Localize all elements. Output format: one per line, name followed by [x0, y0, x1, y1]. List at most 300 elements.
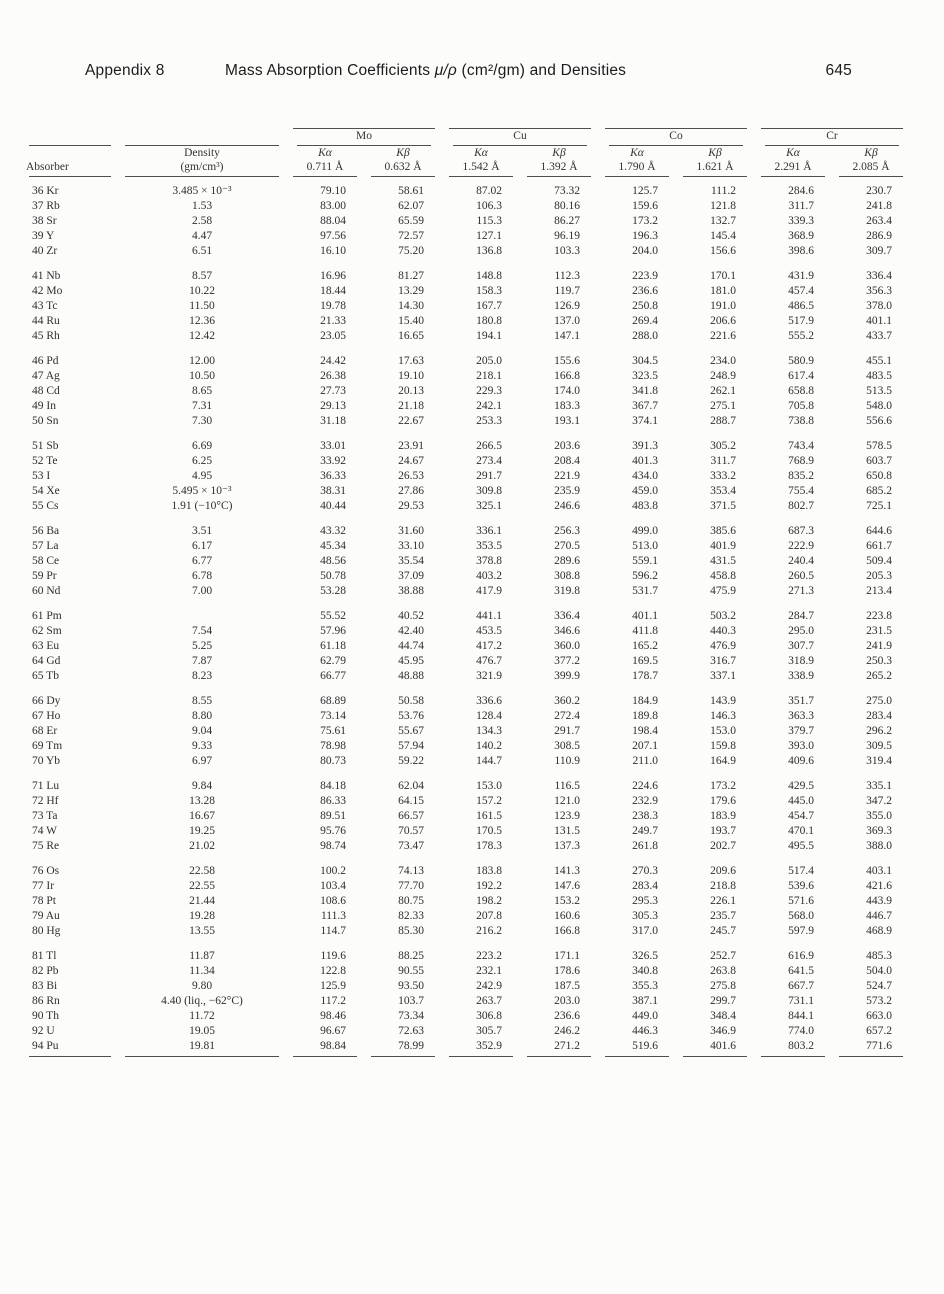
cell-density	[118, 609, 286, 624]
cell-value: 198.4	[632, 725, 658, 737]
cell-density: 9.04	[191, 725, 213, 737]
cell-value: 771.6	[866, 1040, 892, 1052]
cell-value: 284.6	[788, 185, 814, 197]
cell-density: 19.28	[189, 910, 215, 922]
cell-value: 725.1	[866, 500, 892, 512]
column-header-mo-kb: Kβ 0.632 Å	[384, 147, 422, 173]
cell-value: 403.1	[866, 865, 892, 877]
cell-value: 355.0	[866, 810, 892, 822]
group-spacer	[22, 854, 910, 864]
cell-value: 156.6	[710, 245, 736, 257]
table-row	[22, 329, 910, 344]
cell-value: 271.3	[788, 585, 814, 597]
group-spacer	[22, 769, 910, 779]
cell-value: 352.9	[476, 1040, 502, 1052]
table-row	[22, 964, 910, 979]
cell-value: 378.0	[866, 300, 892, 312]
cell-value: 48.88	[398, 670, 424, 682]
cell-value: 291.7	[554, 725, 580, 737]
cell-value: 476.7	[476, 655, 502, 667]
cell-value: 17.63	[398, 355, 424, 367]
cell-value: 14.30	[398, 300, 424, 312]
cell-value: 161.5	[476, 810, 502, 822]
cell-value: 355.3	[632, 980, 658, 992]
cell-value: 443.9	[866, 895, 892, 907]
table-row	[22, 609, 910, 624]
cell-value: 194.1	[476, 330, 502, 342]
cell-density: 12.00	[189, 355, 215, 367]
cell-value: 20.13	[398, 385, 424, 397]
cell-value: 236.6	[554, 1010, 580, 1022]
cell-value: 208.4	[554, 455, 580, 467]
cell-absorber: 71 Lu	[32, 780, 60, 792]
cell-density: 3.485 × 10⁻³	[172, 185, 232, 197]
cell-value: 262.1	[710, 385, 736, 397]
cell-value: 517.4	[788, 865, 814, 877]
cell-value: 55.67	[398, 725, 424, 737]
cell-value: 93.50	[398, 980, 424, 992]
cell-value: 221.9	[554, 470, 580, 482]
cell-value: 81.27	[398, 270, 424, 282]
cell-value: 59.22	[398, 755, 424, 767]
cell-value: 89.51	[320, 810, 346, 822]
cell-value: 346.6	[554, 625, 580, 637]
cell-value: 196.3	[632, 230, 658, 242]
cell-value: 411.8	[632, 625, 658, 637]
cell-value: 431.5	[710, 555, 736, 567]
cell-value: 83.00	[320, 200, 346, 212]
cell-density: 13.28	[189, 795, 215, 807]
cell-value: 155.6	[554, 355, 580, 367]
cell-value: 644.6	[866, 525, 892, 537]
cell-value: 100.2	[320, 865, 346, 877]
cell-value: 803.2	[788, 1040, 814, 1052]
cell-value: 401.1	[866, 315, 892, 327]
cell-value: 340.8	[632, 965, 658, 977]
cell-value: 167.7	[476, 300, 502, 312]
cell-density: 10.50	[189, 370, 215, 382]
table-row	[22, 214, 910, 229]
cell-value: 446.3	[632, 1025, 658, 1037]
cell-value: 308.5	[554, 740, 580, 752]
cell-value: 667.7	[788, 980, 814, 992]
cell-value: 559.1	[632, 555, 658, 567]
cell-density: 4.47	[191, 230, 213, 242]
cell-density: 1.91 (−10°C)	[171, 500, 233, 512]
cell-value: 318.9	[788, 655, 814, 667]
cell-value: 288.7	[710, 415, 736, 427]
cell-density: 7.54	[191, 625, 213, 637]
cell-value: 663.0	[866, 1010, 892, 1022]
cell-value: 453.5	[476, 625, 502, 637]
cell-value: 40.44	[320, 500, 346, 512]
cell-density: 8.65	[191, 385, 213, 397]
cell-density: 12.42	[189, 330, 215, 342]
radiation-element-label: Mo	[356, 130, 372, 142]
cell-value: 755.4	[788, 485, 814, 497]
cell-value: 768.9	[788, 455, 814, 467]
cell-absorber: 90 Th	[32, 1010, 59, 1022]
cell-absorber: 37 Rb	[32, 200, 60, 212]
cell-value: 205.3	[866, 570, 892, 582]
table-row	[22, 584, 910, 599]
cell-value: 23.91	[398, 440, 424, 452]
cell-value: 241.8	[866, 200, 892, 212]
cell-value: 431.9	[788, 270, 814, 282]
cell-absorber: 82 Pb	[32, 965, 59, 977]
cell-value: 291.7	[476, 470, 502, 482]
cell-value: 158.3	[476, 285, 502, 297]
cell-value: 650.8	[866, 470, 892, 482]
cell-value: 213.4	[866, 585, 892, 597]
cell-density: 9.33	[191, 740, 213, 752]
cell-value: 486.5	[788, 300, 814, 312]
cell-value: 44.74	[398, 640, 424, 652]
cell-value: 64.15	[398, 795, 424, 807]
cell-value: 80.75	[398, 895, 424, 907]
cell-density: 21.02	[189, 840, 215, 852]
cell-value: 597.9	[788, 925, 814, 937]
cell-value: 339.3	[788, 215, 814, 227]
cell-value: 218.1	[476, 370, 502, 382]
cell-value: 19.78	[320, 300, 346, 312]
cell-value: 317.0	[632, 925, 658, 937]
cell-value: 36.33	[320, 470, 346, 482]
cell-value: 159.6	[632, 200, 658, 212]
cell-value: 229.3	[476, 385, 502, 397]
cell-value: 265.2	[866, 670, 892, 682]
cell-value: 24.67	[398, 455, 424, 467]
cell-density: 13.55	[189, 925, 215, 937]
cell-value: 356.3	[866, 285, 892, 297]
cell-value: 459.0	[632, 485, 658, 497]
cell-value: 143.9	[710, 695, 736, 707]
cell-value: 193.7	[710, 825, 736, 837]
cell-value: 336.6	[476, 695, 502, 707]
cell-absorber: 50 Sn	[32, 415, 59, 427]
cell-value: 144.7	[476, 755, 502, 767]
cell-value: 26.38	[320, 370, 346, 382]
cell-value: 455.1	[866, 355, 892, 367]
cell-value: 145.4	[710, 230, 736, 242]
page-header	[85, 62, 852, 80]
table-row	[22, 839, 910, 854]
cell-value: 140.2	[476, 740, 502, 752]
cell-density: 19.25	[189, 825, 215, 837]
cell-value: 132.7	[710, 215, 736, 227]
cell-value: 211.0	[632, 755, 658, 767]
column-header-mo-ka: Kα 0.711 Å	[306, 147, 344, 173]
cell-value: 378.8	[476, 555, 502, 567]
cell-value: 33.92	[320, 455, 346, 467]
cell-absorber: 46 Pd	[32, 355, 59, 367]
cell-value: 22.67	[398, 415, 424, 427]
cell-density: 6.51	[191, 245, 213, 257]
cell-absorber: 45 Rh	[32, 330, 60, 342]
cell-value: 556.6	[866, 415, 892, 427]
cell-value: 73.14	[320, 710, 346, 722]
cell-value: 309.7	[866, 245, 892, 257]
cell-value: 57.96	[320, 625, 346, 637]
cell-absorber: 54 Xe	[32, 485, 60, 497]
cell-value: 379.7	[788, 725, 814, 737]
cell-value: 193.1	[554, 415, 580, 427]
cell-value: 403.2	[476, 570, 502, 582]
cell-value: 43.32	[320, 525, 346, 537]
cell-value: 336.1	[476, 525, 502, 537]
cell-value: 286.9	[866, 230, 892, 242]
table-row	[22, 654, 910, 669]
cell-value: 134.3	[476, 725, 502, 737]
cell-density: 5.25	[191, 640, 213, 652]
cell-value: 80.16	[554, 200, 580, 212]
column-group-cu	[442, 128, 598, 146]
cell-value: 399.9	[554, 670, 580, 682]
cell-value: 223.2	[476, 950, 502, 962]
cell-density: 8.57	[191, 270, 213, 282]
cell-value: 31.60	[398, 525, 424, 537]
cell-value: 55.52	[320, 610, 346, 622]
cell-absorber: 61 Pm	[32, 610, 62, 622]
cell-value: 62.04	[398, 780, 424, 792]
cell-value: 275.1	[710, 400, 736, 412]
cell-value: 246.6	[554, 500, 580, 512]
cell-value: 18.44	[320, 285, 346, 297]
table-row	[22, 439, 910, 454]
cell-value: 338.9	[788, 670, 814, 682]
cell-value: 75.20	[398, 245, 424, 257]
cell-value: 483.5	[866, 370, 892, 382]
cell-value: 126.9	[554, 300, 580, 312]
cell-value: 289.6	[554, 555, 580, 567]
cell-value: 88.04	[320, 215, 346, 227]
cell-value: 179.6	[710, 795, 736, 807]
cell-density: 16.67	[189, 810, 215, 822]
cell-absorber: 80 Hg	[32, 925, 61, 937]
cell-value: 299.7	[710, 995, 736, 1007]
cell-value: 166.8	[554, 925, 580, 937]
cell-value: 119.6	[320, 950, 346, 962]
cell-value: 123.9	[554, 810, 580, 822]
cell-value: 202.7	[710, 840, 736, 852]
cell-value: 183.9	[710, 810, 736, 822]
cell-value: 137.0	[554, 315, 580, 327]
cell-absorber: 59 Pr	[32, 570, 57, 582]
cell-value: 249.7	[632, 825, 658, 837]
cell-value: 192.2	[476, 880, 502, 892]
cell-value: 209.6	[710, 865, 736, 877]
cell-value: 98.46	[320, 1010, 346, 1022]
cell-value: 62.07	[398, 200, 424, 212]
cell-value: 203.6	[554, 440, 580, 452]
cell-absorber: 74 W	[32, 825, 58, 837]
cell-value: 121.0	[554, 795, 580, 807]
cell-value: 266.5	[476, 440, 502, 452]
cell-value: 35.54	[398, 555, 424, 567]
cell-value: 29.13	[320, 400, 346, 412]
cell-value: 153.0	[710, 725, 736, 737]
column-group-co	[598, 128, 754, 146]
cell-value: 250.3	[866, 655, 892, 667]
cell-value: 531.7	[632, 585, 658, 597]
radiation-element-label: Cu	[513, 130, 527, 142]
cell-value: 117.2	[320, 995, 346, 1007]
cell-value: 66.77	[320, 670, 346, 682]
table-row	[22, 924, 910, 939]
cell-value: 33.01	[320, 440, 346, 452]
cell-value: 166.8	[554, 370, 580, 382]
cell-density: 10.22	[189, 285, 215, 297]
cell-value: 66.57	[398, 810, 424, 822]
cell-value: 326.5	[632, 950, 658, 962]
cell-value: 578.5	[866, 440, 892, 452]
cell-density: 7.30	[191, 415, 213, 427]
group-spacer	[22, 684, 910, 694]
cell-absorber: 83 Bi	[32, 980, 58, 992]
cell-density: 21.44	[189, 895, 215, 907]
cell-value: 15.40	[398, 315, 424, 327]
cell-density: 1.53	[191, 200, 213, 212]
cell-value: 115.3	[476, 215, 502, 227]
cell-value: 319.8	[554, 585, 580, 597]
cell-value: 16.65	[398, 330, 424, 342]
cell-density: 8.23	[191, 670, 213, 682]
cell-value: 178.6	[554, 965, 580, 977]
cell-value: 122.8	[320, 965, 346, 977]
cell-value: 658.8	[788, 385, 814, 397]
cell-value: 223.8	[866, 610, 892, 622]
cell-value: 476.9	[710, 640, 736, 652]
cell-value: 235.7	[710, 910, 736, 922]
group-spacer	[22, 514, 910, 524]
cell-density: 11.87	[189, 950, 215, 962]
cell-absorber: 66 Dy	[32, 695, 61, 707]
cell-density: 11.72	[189, 1010, 215, 1022]
cell-value: 226.1	[710, 895, 736, 907]
cell-value: 369.3	[866, 825, 892, 837]
cell-value: 333.2	[710, 470, 736, 482]
cell-value: 27.86	[398, 485, 424, 497]
cell-value: 657.2	[866, 1025, 892, 1037]
cell-value: 351.7	[788, 695, 814, 707]
cell-absorber: 78 Pt	[32, 895, 56, 907]
cell-value: 269.4	[632, 315, 658, 327]
cell-density: 4.40 (liq., −62°C)	[161, 995, 243, 1007]
cell-value: 295.3	[632, 895, 658, 907]
table-row	[22, 269, 910, 284]
cell-absorber: 53 I	[32, 470, 51, 482]
cell-value: 90.55	[398, 965, 424, 977]
cell-value: 548.0	[866, 400, 892, 412]
cell-value: 485.3	[866, 950, 892, 962]
cell-value: 75.61	[320, 725, 346, 737]
cell-value: 80.73	[320, 755, 346, 767]
cell-value: 305.7	[476, 1025, 502, 1037]
table-row	[22, 369, 910, 384]
table-row	[22, 454, 910, 469]
cell-density: 22.58	[189, 865, 215, 877]
cell-value: 165.2	[632, 640, 658, 652]
cell-value: 65.59	[398, 215, 424, 227]
cell-value: 387.1	[632, 995, 658, 1007]
cell-value: 37.09	[398, 570, 424, 582]
cell-value: 295.0	[788, 625, 814, 637]
appendix-label: Appendix 8	[85, 62, 165, 79]
cell-value: 23.05	[320, 330, 346, 342]
table-row	[22, 314, 910, 329]
cell-value: 232.1	[476, 965, 502, 977]
cell-density: 11.50	[189, 300, 215, 312]
table-row	[22, 499, 910, 514]
cell-value: 433.7	[866, 330, 892, 342]
rule-segment	[118, 128, 286, 146]
cell-value: 218.8	[710, 880, 736, 892]
table-row	[22, 624, 910, 639]
cell-value: 835.2	[788, 470, 814, 482]
table-row	[22, 794, 910, 809]
cell-value: 555.2	[788, 330, 814, 342]
column-group-cr	[754, 128, 910, 146]
cell-value: 131.5	[554, 825, 580, 837]
cell-value: 503.2	[710, 610, 736, 622]
cell-value: 31.18	[320, 415, 346, 427]
cell-value: 223.9	[632, 270, 658, 282]
cell-value: 341.8	[632, 385, 658, 397]
cell-value: 146.3	[710, 710, 736, 722]
cell-value: 454.7	[788, 810, 814, 822]
cell-density: 9.84	[191, 780, 213, 792]
table-row	[22, 894, 910, 909]
table-row	[22, 199, 910, 214]
cell-value: 323.5	[632, 370, 658, 382]
cell-density: 8.55	[191, 695, 213, 707]
group-spacer	[22, 259, 910, 269]
cell-value: 61.18	[320, 640, 346, 652]
cell-value: 160.6	[554, 910, 580, 922]
cell-value: 114.7	[320, 925, 346, 937]
cell-value: 221.6	[710, 330, 736, 342]
cell-value: 409.6	[788, 755, 814, 767]
cell-value: 337.1	[710, 670, 736, 682]
cell-value: 316.7	[710, 655, 736, 667]
cell-value: 96.67	[320, 1025, 346, 1037]
cell-absorber: 39 Y	[32, 230, 55, 242]
table-row	[22, 414, 910, 429]
cell-density: 8.80	[191, 710, 213, 722]
cell-value: 261.8	[632, 840, 658, 852]
cell-value: 687.3	[788, 525, 814, 537]
cell-value: 374.1	[632, 415, 658, 427]
cell-value: 204.0	[632, 245, 658, 257]
cell-value: 97.56	[320, 230, 346, 242]
table-row	[22, 1009, 910, 1024]
table-row	[22, 524, 910, 539]
cell-density: 4.95	[191, 470, 213, 482]
title-mu-rho-symbol: μ/ρ	[434, 62, 457, 79]
cell-value: 241.9	[866, 640, 892, 652]
cell-absorber: 64 Gd	[32, 655, 61, 667]
cell-value: 183.3	[554, 400, 580, 412]
cell-value: 311.7	[710, 455, 736, 467]
cell-value: 475.9	[710, 585, 736, 597]
cell-value: 16.96	[320, 270, 346, 282]
cell-value: 802.7	[788, 500, 814, 512]
cell-value: 346.9	[710, 1025, 736, 1037]
column-header-cr-ka: Kα 2.291 Å	[774, 147, 812, 173]
table-row	[22, 384, 910, 399]
cell-value: 844.1	[788, 1010, 814, 1022]
cell-value: 73.47	[398, 840, 424, 852]
